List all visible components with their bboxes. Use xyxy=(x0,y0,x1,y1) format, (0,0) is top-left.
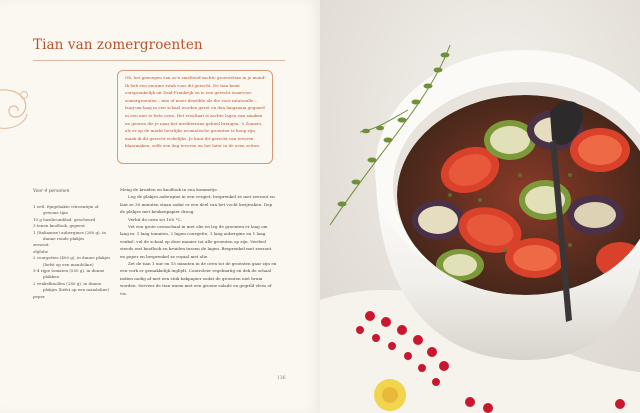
method-step: Vet een grote ovenschaal in met olie en leg de groenten er laag om laag in: 1 laag tomaten, 2 lagen courgette, 1 laag aubergine en 1 laag venkel: vul de schaal op deze manier tot alle groenten op zijn. Verdeel steeds wat knoflook en kruiden tussen de lagen. Besprenkel met zeezout en peper en besprenkel ze royaal met olie. xyxy=(120,224,272,259)
servings-label: Voor 4 personen xyxy=(33,189,70,194)
method-step: Meng de kruiden en knoflook in een kommetje. xyxy=(120,187,219,192)
method-step: Leg de plakjes aubergine in een vergiet, besprenkel ze met zeezout en laat ze 30 minuten staan zodat er een deel van het vocht kwijtraken. Dep de plakjes met keukenpapier droog. xyxy=(120,194,275,215)
method-step: Verhit de oven tot 160 °C. xyxy=(128,216,182,222)
ingredient-item: 1 eetl. fijngehakte citroentijm of gewone tijm xyxy=(33,204,99,216)
ingredient-list xyxy=(33,204,115,300)
ingredient-item: 2 courgettes (400 g), in dunne plakjes (liefst op een mandoline) xyxy=(33,255,111,267)
ingredient-item: olijfolie xyxy=(33,248,49,254)
ingredient-item: 10 g basilicumblad, gescheurd xyxy=(33,216,96,222)
method-step: Zet de tian 1 uur en 15 minuten in de oven tot de groenten gaar zijn en een vork er gemakkelijk inglijdt. Controleer regelmatig en dek de schaal indien nodig af met een stuk bakpapier zodat de groenten niet bruin worden. Serveer de tian warm met een groene salade en gegrild vlees of vis. xyxy=(120,261,277,296)
recipe-title: Tian van zomergroenten xyxy=(33,37,203,53)
ingredient-item: 3 tenen knoflook, geperst xyxy=(33,223,85,229)
vegetable-tian-photo xyxy=(320,0,640,413)
title-divider xyxy=(33,60,285,61)
swirl-ornament-icon xyxy=(0,84,34,134)
method-text xyxy=(120,186,277,297)
page-number: 136 xyxy=(277,376,286,381)
intro-box xyxy=(117,70,273,164)
ingredient-item: 3-4 rijpe tomaten (550 g), in dunne plakken xyxy=(33,268,105,280)
ingredient-item: 2 venkelknollen (280 g), in dunne plakjes (liefst op een mandoline) xyxy=(33,280,110,293)
ingredient-item: peper xyxy=(33,293,45,299)
ingredient-item: 1 (Italiaanse) aubergines (280 g), in dunne ronde plakjes xyxy=(33,229,106,242)
photo-page xyxy=(320,0,640,413)
intro-text: Oh, het genoegen van zo'n smeltend-zachte groentetian in je mond! Ik heb een enorme zwak voor dit gerecht. De tian komt oorspronkelijk uit Zuid-Frankrijk en is een gerecht waarvoor zomergroenten – min of meer dezelfde als die voor ratatouille – laag-om-laag in een schaal worden gezet en dan langzaam gegaard in een niet te hete oven. Het resultaat is zachte lagen van smaken en geuren die je naar het mediterrane gebied brengen. 's Zomers, als er op de markt heerlijke aromatische groenten te koop zijn, maak ik dit gerecht wekelijks. Je kunt dit gerecht van tevoren klaarmaken, zelfs een dag tevoren en het later in de oven zetten. xyxy=(125,75,266,149)
ingredient-item: zeezout xyxy=(33,242,49,248)
